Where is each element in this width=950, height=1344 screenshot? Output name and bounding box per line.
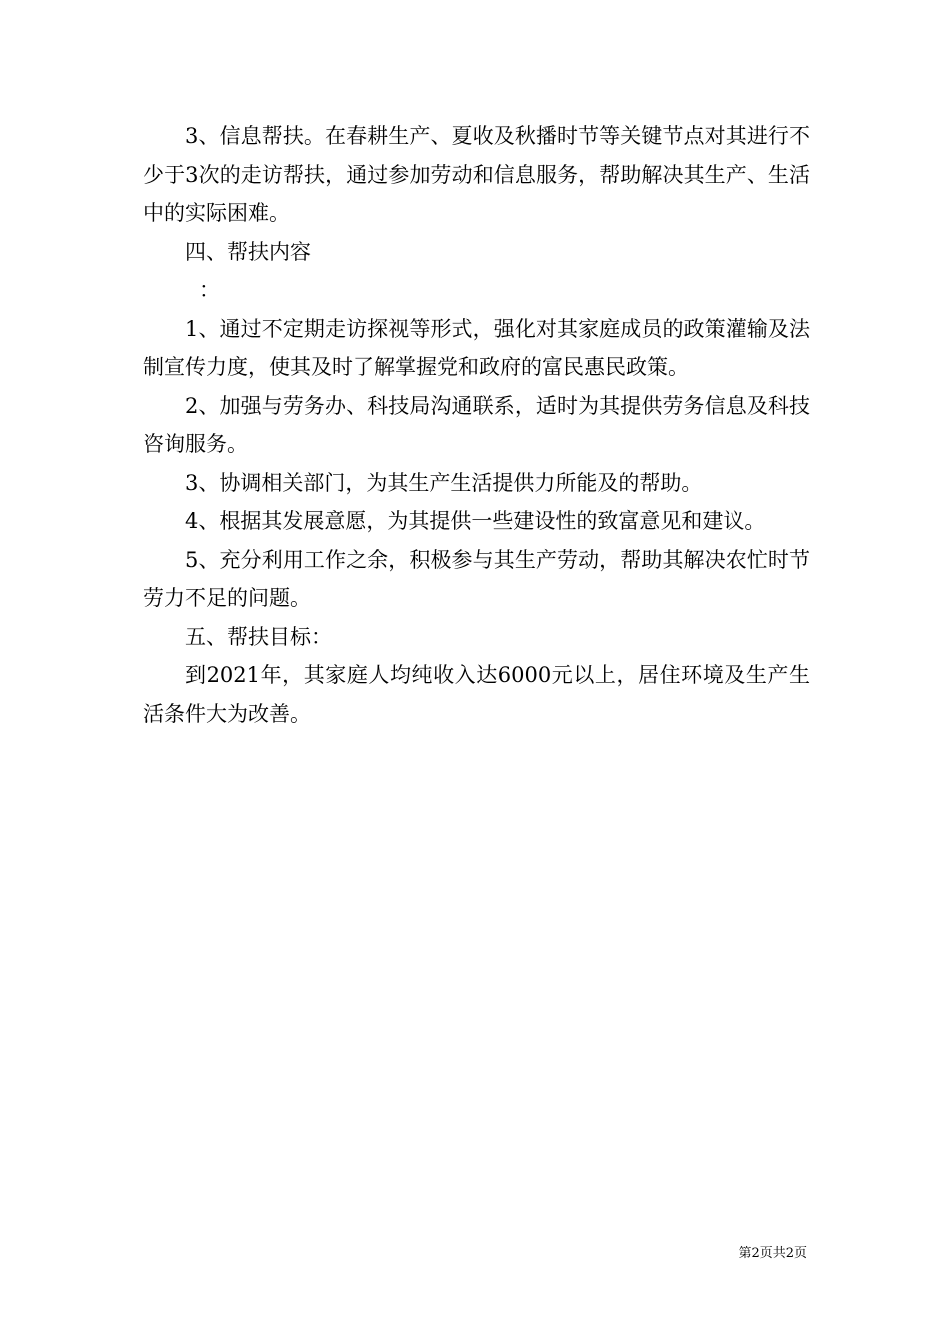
section-heading-support-content: 四、帮扶内容: [185, 239, 311, 264]
list-item-2: 2、加强与劳务办、科技局沟通联系，适时为其提供劳务信息及科技咨询服务。: [143, 393, 810, 456]
list-item-4: 4、根据其发展意愿，为其提供一些建设性的致富意见和建议。: [185, 509, 766, 533]
list-item-3: 3、协调相关部门，为其生产生活提供力所能及的帮助。: [185, 470, 703, 495]
colon-line: ：: [199, 278, 220, 302]
paragraph-info-support: 3、信息帮扶。在春耕生产、夏收及秋播时节等关键节点对其进行不少于3次的走访帮扶，通过参加劳动和信息服务，帮助解决其生产、生活中的实际困难。: [143, 124, 810, 225]
paragraph-goal: 到2021年，其家庭人均纯收入达6000元以上，居住环境及生产生活条件大为改善。: [143, 663, 810, 726]
list-item-5: 5、充分利用工作之余，积极参与其生产劳动，帮助其解决农忙时节劳力不足的问题。: [143, 547, 810, 610]
page-number-footer: 第2页共2页: [738, 1246, 807, 1261]
section-heading-support-goal: 五、帮扶目标：: [185, 624, 332, 649]
list-item-1: 1、通过不定期走访探视等形式，强化对其家庭成员的政策灌输及法制宣传力度，使其及时了解掌握党和政府的富民惠民政策。: [143, 316, 810, 379]
document-body: [143, 117, 810, 733]
